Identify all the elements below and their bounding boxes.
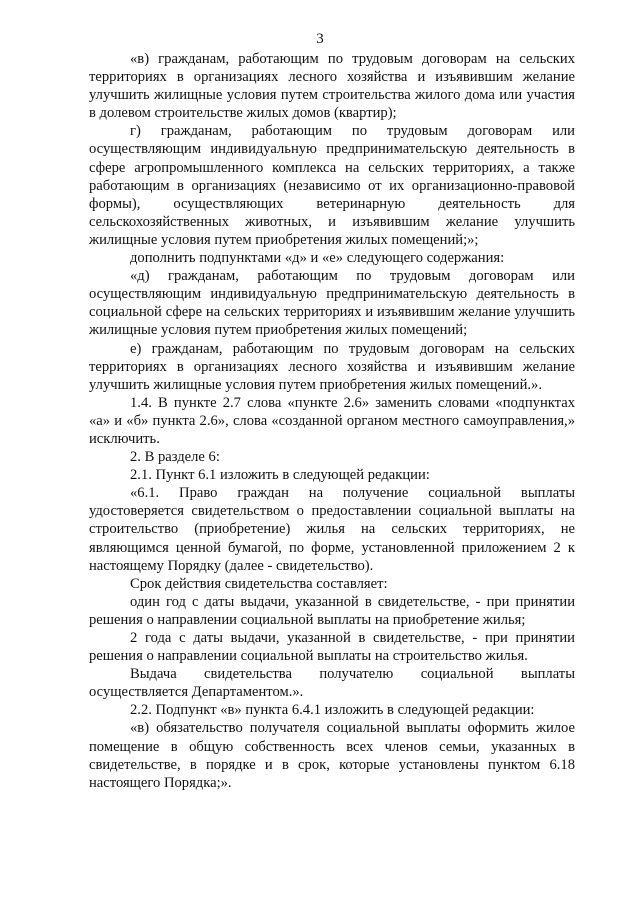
page-number: 3 [316,31,324,47]
paragraph: «в) гражданам, работающим по трудовым договорам на сельских территориях в организациях лесного хозяйства и изъявившим желание улучшить жилищные условия путем строительства жилого дома или участия в долевом строительстве жилых домов (квартир); [89,51,575,122]
paragraph: 2 года с даты выдачи, указанной в свидетельстве, - при принятии решения о направлении социальной выплаты на строительство жилья. [89,630,575,665]
paragraph: 2.1. Пункт 6.1 изложить в следующей редакции: [130,467,430,484]
paragraph: е) гражданам, работающим по трудовым договорам на сельских территориях в организациях лесного хозяйства и изъявившим желание улучшить жилищные условия путем приобретения жилых помещений.». [89,340,575,393]
paragraph: 2.2. Подпункт «в» пункта 6.4.1 изложить в следующей редакции: [130,702,535,719]
paragraph: «6.1. Право граждан на получение социальной выплаты удостоверяется свидетельством о предоставлении социальной выплаты на строительство (приобретение) жилья на сельских территориях, не являющимся ценной бумагой, по форме, установленной приложением 2 к настоящему Порядку (далее - свидетельство). [89,485,575,574]
paragraph: 2. В разделе 6: [130,449,220,466]
paragraph: «д) гражданам, работающим по трудовым договорам или осуществляющим индивидуальную предпринимательскую деятельность в социальной сфере на сельских территориях и изъявившим желание улучшить жилищные условия путем приобретения жилых помещений; [89,268,575,339]
paragraph: г) гражданам, работающим по трудовым договорам или осуществляющим индивидуальную предпринимательскую деятельность в сфере агропромышленного комплекса на сельских территориях, а также работающим в организациях (независимо от их организационно-правовой формы), осуществляющих ветеринарную деятельность для сельскохозяйственных животных, и изъявившим желание улучшить жилищные условия путем приобретения жилых помещений;»; [89,123,575,248]
paragraph: Срок действия свидетельства составляет: [130,575,388,592]
document-body [89,50,575,792]
paragraph: 1.4. В пункте 2.7 слова «пункте 2.6» заменить словами «подпунктах «а» и «б» пункта 2.6», слова «созданной органом местного самоуправления,» исключить. [89,394,575,447]
paragraph: дополнить подпунктами «д» и «е» следующего содержания: [130,250,505,267]
paragraph: один год с даты выдачи, указанной в свидетельстве, - при принятии решения о направлении социальной выплаты на приобретение жилья; [89,593,575,628]
paragraph: Выдача свидетельства получателю социальной выплаты осуществляется Департаментом.». [89,666,575,701]
paragraph: «в) обязательство получателя социальной выплаты оформить жилое помещение в общую собственность всех членов семьи, указанных в свидетельстве, в порядке и в срок, которые установлены пунктом 6.18 настоящего Порядка;». [89,720,575,791]
